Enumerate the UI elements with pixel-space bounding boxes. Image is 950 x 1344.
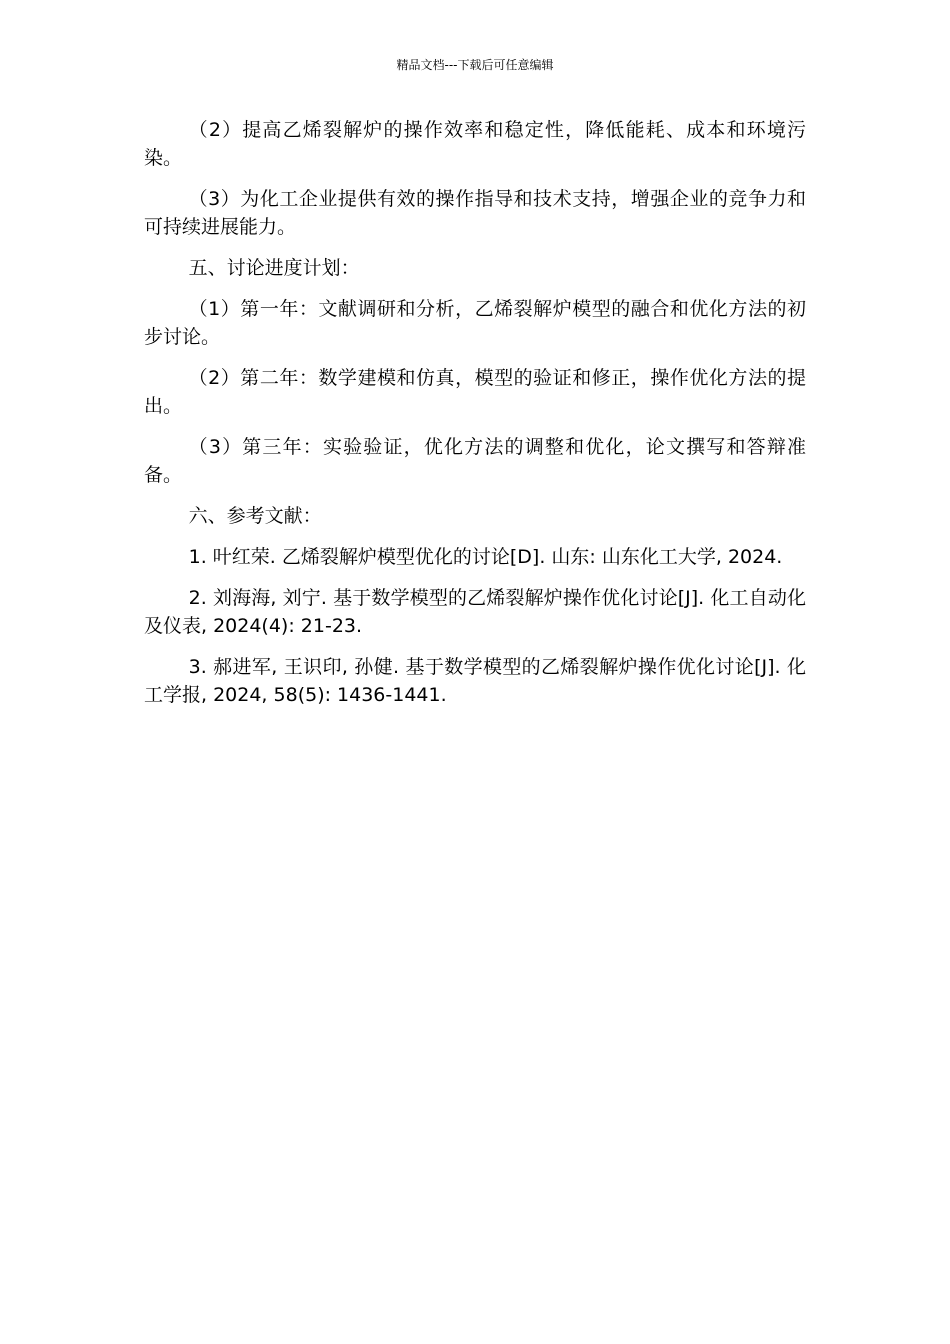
schedule-item-year3: （3）第三年：实验验证，优化方法的调整和优化，论文撰写和答辩准备。 xyxy=(144,436,806,486)
reference-item-2: 2. 刘海海, 刘宁. 基于数学模型的乙烯裂解炉操作优化讨论[J]. 化工自动化及仪表, 2024(4): 21-23. xyxy=(144,587,806,637)
schedule-item-year1: （1）第一年：文献调研和分析，乙烯裂解炉模型的融合和优化方法的初步讨论。 xyxy=(144,298,806,348)
section-heading-references: 六、参考文献： xyxy=(188,505,322,527)
document-body xyxy=(144,116,806,722)
section-heading-schedule: 五、讨论进度计划： xyxy=(188,257,360,279)
reference-item-3: 3. 郝进军, 王识印, 孙健. 基于数学模型的乙烯裂解炉操作优化讨论[J]. 化工学报, 2024, 58(5): 1436-1441. xyxy=(144,656,806,706)
paragraph-objective-3: （3）为化工企业提供有效的操作指导和技术支持，增强企业的竞争力和可持续进展能力。 xyxy=(144,188,806,238)
page-header: 精品文档---下载后可任意编辑 xyxy=(396,58,554,72)
reference-item-1: 1. 叶红荣. 乙烯裂解炉模型优化的讨论[D]. 山东: 山东化工大学, 2024. xyxy=(188,546,783,568)
schedule-item-year2: （2）第二年：数学建模和仿真，模型的验证和修正，操作优化方法的提出。 xyxy=(144,367,806,417)
paragraph-objective-2: （2）提高乙烯裂解炉的操作效率和稳定性，降低能耗、成本和环境污染。 xyxy=(144,119,806,169)
